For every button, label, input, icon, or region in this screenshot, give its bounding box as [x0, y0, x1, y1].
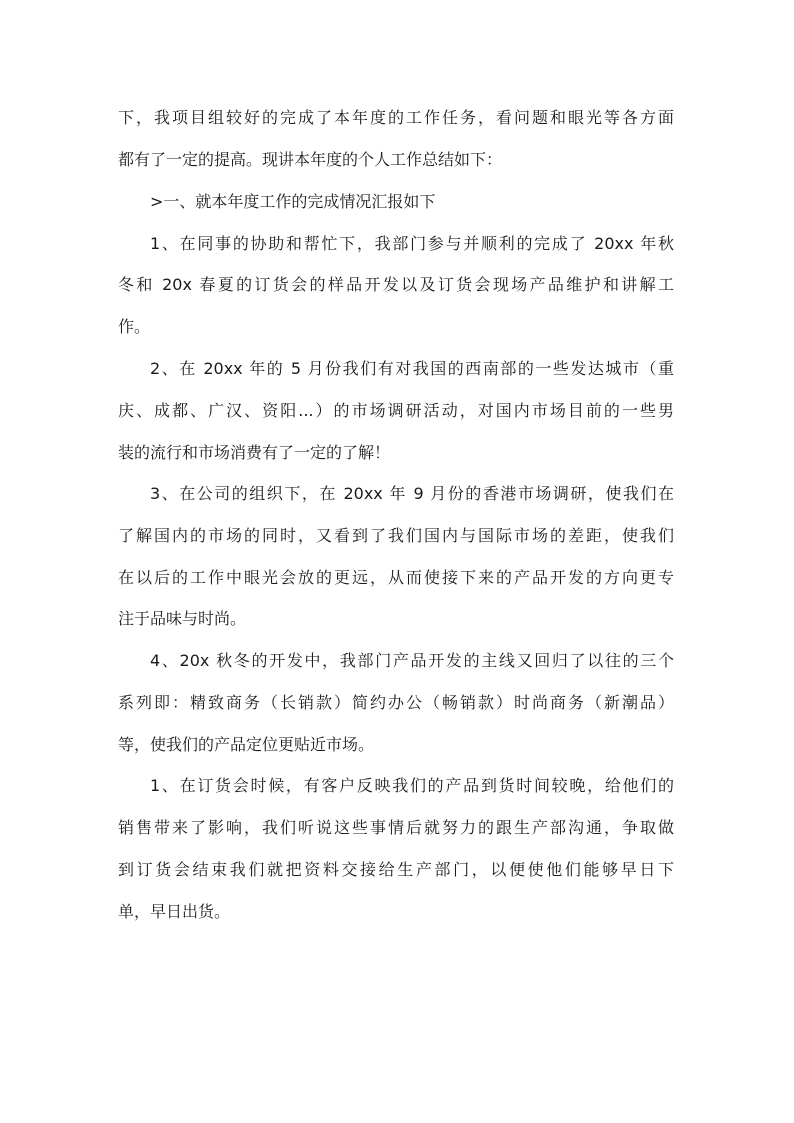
- text-line: 1、在同事的协助和帮忙下，我部门参与并顺利的完成了 20xx 年秋: [150, 234, 674, 253]
- section-heading: >一、就本年度工作的完成情况汇报如下: [150, 192, 436, 211]
- text-line: 都有了一定的提高。现讲本年度的个人工作总结如下：: [118, 150, 503, 169]
- text-line: 销售带来了影响，我们听说这些事情后就努力的跟生产部沟通，争取做: [118, 818, 674, 837]
- text-line: 在以后的工作中眼光会放的更远，从而使接下来的产品开发的方向更专: [118, 568, 674, 587]
- text-line: 4、20x 秋冬的开发中，我部门产品开发的主线又回归了以往的三个: [150, 651, 674, 670]
- text-line: 系列即：精致商务（长销款）简约办公（畅销款）时尚商务（新潮品）: [118, 693, 674, 712]
- text-line: 冬和 20x 春夏的订货会的样品开发以及订货会现场产品维护和讲解工: [118, 275, 674, 294]
- text-line: 3、在公司的组织下，在 20xx 年 9 月份的香港市场调研，使我们在: [150, 484, 674, 503]
- text-line: 庆、成都、广汉、资阳...）的市场调研活动，对国内市场目前的一些男: [118, 401, 674, 420]
- text-line: 2、在 20xx 年的 5 月份我们有对我国的西南部的一些发达城市（重: [150, 359, 674, 378]
- text-line: 作。: [118, 317, 151, 336]
- text-line: 注于品味与时尚。: [118, 609, 247, 628]
- text-line: 下，我项目组较好的完成了本年度的工作任务，看问题和眼光等各方面: [118, 108, 674, 127]
- text-line: 装的流行和市场消费有了一定的了解！: [118, 443, 391, 462]
- text-line: 1、在订货会时候，有客户反映我们的产品到货时间较晚，给他们的: [150, 776, 674, 795]
- text-line: 了解国内的市场的同时，又看到了我们国内与国际市场的差距，使我们: [118, 526, 674, 545]
- text-line: 到订货会结束我们就把资料交接给生产部门，以便使他们能够早日下: [118, 860, 674, 879]
- text-line: 单，早日出货。: [118, 902, 231, 921]
- text-line: 等，使我们的产品定位更贴近市场。: [118, 735, 375, 754]
